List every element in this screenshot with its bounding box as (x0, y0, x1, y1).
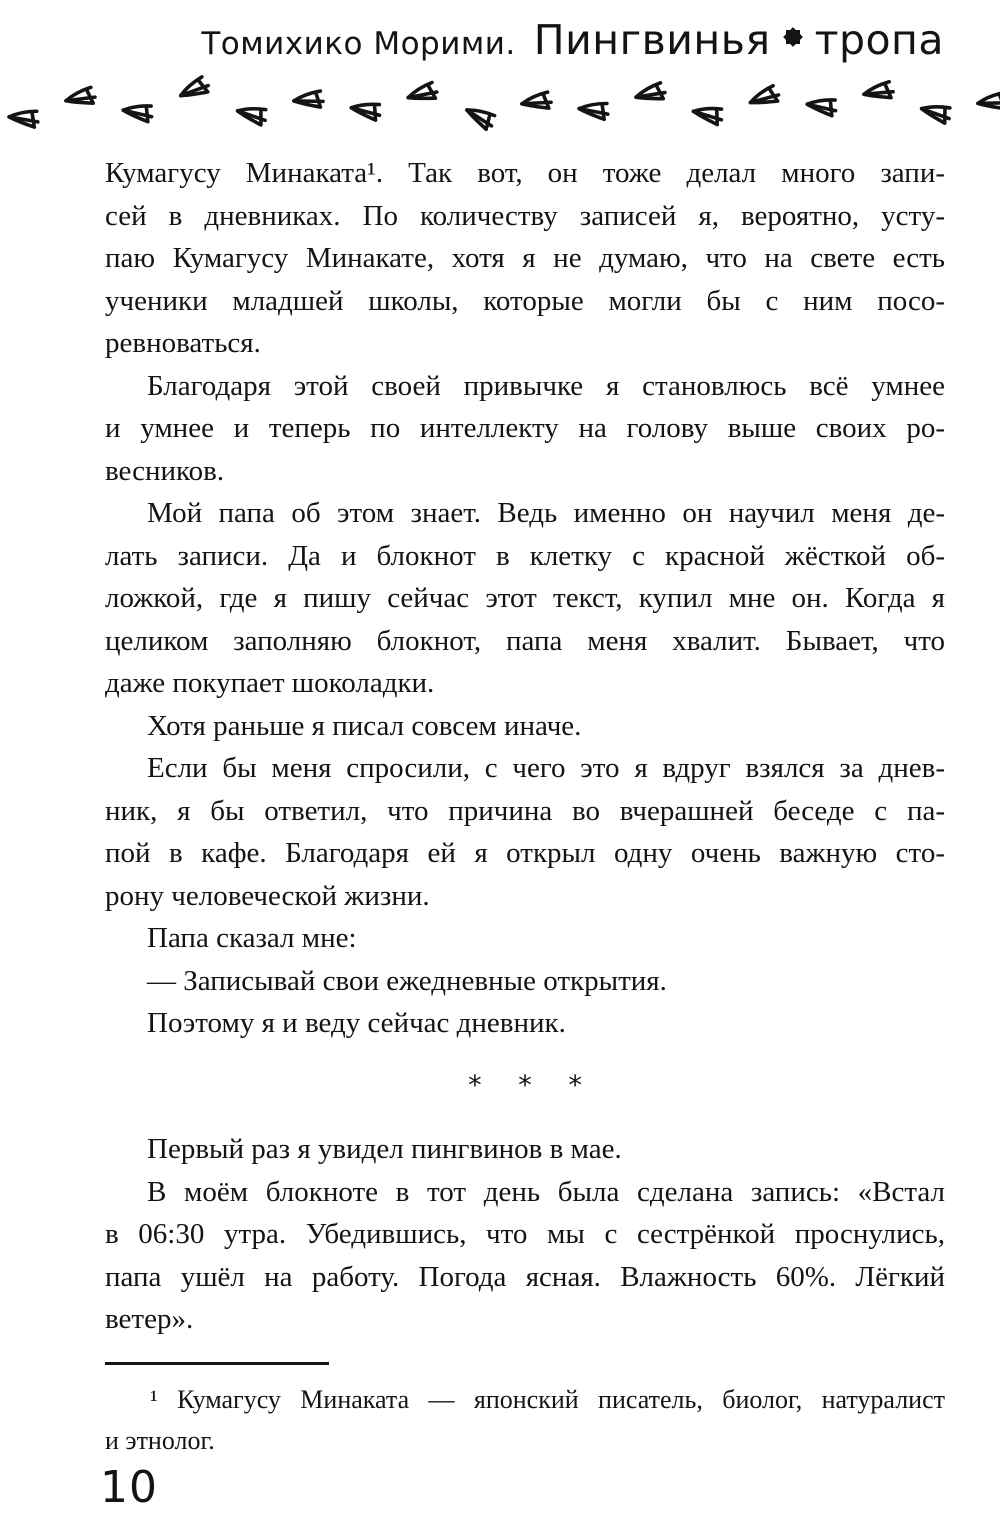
penguin-footprint-icon (399, 75, 444, 114)
footnote-line: ¹ Кумагусу Минаката — японский писатель, биолог, натуралист (150, 1385, 945, 1414)
penguin-footprint-icon (57, 80, 100, 117)
text-line: сей в дневниках. По количеству записей я, вероятно, усту- (105, 199, 945, 232)
penguin-footprint-icon (740, 78, 786, 119)
penguin-footprints-trail (0, 74, 1000, 140)
penguin-footprint-icon (169, 69, 216, 112)
penguin-footprint-icon (514, 86, 556, 121)
penguin-footprint-icon (2, 102, 42, 135)
penguin-footprint-icon (287, 85, 327, 118)
running-header (201, 16, 944, 64)
text-line: Поэтому я и веду сейчас дневник. (147, 1007, 566, 1039)
text-line: лать записи. Да и блокнот в клетку с красной жёсткой об- (105, 539, 945, 572)
penguin-footprint-icon (912, 94, 956, 133)
text-line: Мой папа об этом знает. Ведь именно он научил меня де- (147, 497, 945, 529)
text-line: пой в кафе. Благодаря ей я открыл одну очень важную сто- (105, 837, 945, 869)
running-header-title (534, 16, 944, 64)
text-line: весников. (105, 454, 225, 487)
penguin-footprint-icon (799, 90, 841, 125)
body-text (105, 152, 945, 1341)
text-line: ник, я бы ответил, что причина во вчерашней беседе с па- (105, 794, 945, 827)
text-line: папа ушёл на работу. Погода ясная. Влажность 60%. Лёгкий (105, 1260, 945, 1293)
text-line: целиком заполняю блокнот, папа меня хвалит. Бывает, что (105, 624, 945, 657)
text-line: и умнее и теперь по интеллекту на голову выше своих ро- (105, 412, 945, 444)
text-line: даже покупает шоколадки. (105, 667, 435, 699)
footnote-line: и этнолог. (105, 1426, 215, 1455)
penguin-footprint-icon (684, 96, 727, 133)
penguin-footprint-icon (572, 94, 613, 128)
penguin-footprint-icon (115, 96, 157, 131)
footnote-lines (105, 1379, 945, 1461)
title-word-2: тропа (814, 16, 944, 64)
title-word-1: Пингвинья (533, 16, 771, 64)
penguin-footprint-icon (228, 96, 272, 134)
penguin-footprint-icon (627, 76, 671, 114)
penguin-footprint-icon (856, 75, 899, 111)
text-line: Благодаря этой своей привычке я становлюсь всё умнее (147, 369, 945, 402)
footnote (105, 1358, 945, 1461)
text-line: ученики младшей школы, которые могли бы с ним посо- (105, 284, 945, 317)
text-line: Первый раз я увидел пингвинов в мае. (147, 1133, 622, 1165)
text-line: ветер». (105, 1303, 194, 1335)
page-number: 10 (100, 1462, 158, 1513)
text-line: в 06:30 утра. Убедившись, что мы с сестрёнкой проснулись, (105, 1218, 945, 1250)
eight-point-star-icon (781, 25, 805, 49)
penguin-footprint-icon (343, 93, 386, 129)
text-line: Если бы меня спросили, с чего это я вдруг взялся за днев- (147, 752, 945, 784)
text-line: Хотя раньше я писал совсем иначе. (147, 709, 582, 742)
footnote-rule (105, 1362, 329, 1365)
text-line: паю Кумагусу Минакате, хотя я не думаю, что на свете есть (105, 242, 945, 274)
text-line: Кумагусу Минаката¹. Так вот, он тоже делал много запи- (105, 157, 945, 189)
penguin-footprint-icon (971, 86, 1000, 120)
text-line: рону человеческой жизни. (105, 879, 430, 912)
running-header-author: Томихико Морими. (201, 26, 516, 62)
text-line: В моём блокноте в тот день была сделана запись: «Встал (147, 1175, 945, 1208)
section-break: * * * (468, 1069, 596, 1101)
penguin-footprint-icon (454, 95, 502, 139)
text-line: ложкой, где я пишу сейчас этот текст, купил мне он. Когда я (105, 582, 945, 614)
text-line: — Записывай свои ежедневные открытия. (147, 964, 667, 997)
text-line: ревноваться. (105, 327, 261, 359)
text-line: Папа сказал мне: (147, 922, 357, 954)
